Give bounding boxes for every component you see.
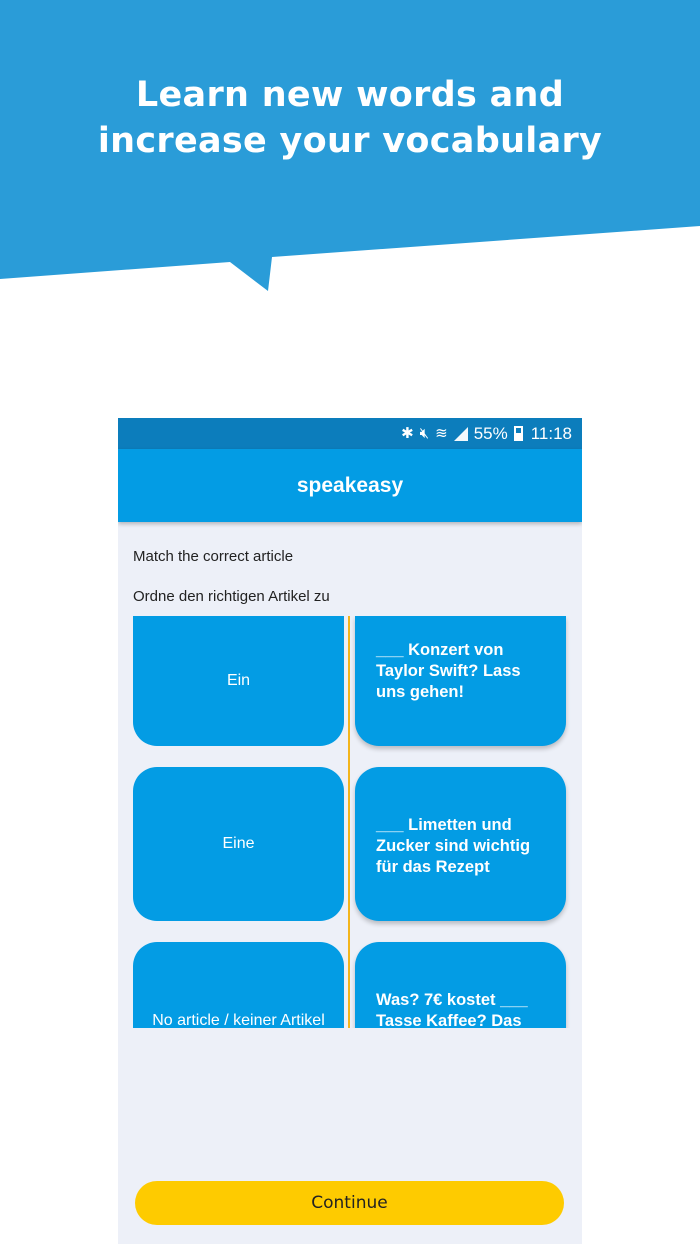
sentence-card-2[interactable] [355,767,566,921]
battery-percent: 55% [473,423,508,443]
article-card-no-article[interactable] [133,942,344,1028]
sentence-card-3[interactable] [355,942,566,1028]
phone-screen [118,418,582,1244]
bluetooth-icon: ✱ [401,425,414,442]
promo-headline-line2: increase your vocabulary [97,121,603,161]
continue-button[interactable]: Continue [135,1181,564,1225]
sentence-card-text: Was? 7€ kostet ___ Tasse Kaffee? Das [376,991,528,1028]
sentence-card-1[interactable] [355,616,566,746]
promo-headline [0,72,700,164]
clock: 11:18 [530,423,572,443]
sentence-card-text: ___ Limetten und Zucker sind wichtig für das Rezept [376,816,531,876]
article-card-label: No article / keiner Artikel [152,1012,325,1028]
column-divider [348,616,350,1028]
instruction-english: Match the correct article [133,548,294,565]
battery-icon [514,426,523,441]
article-card-ein[interactable] [133,616,344,746]
article-card-label: Ein [226,672,251,689]
app-title: speakeasy [296,473,404,497]
article-card-eine[interactable] [133,767,344,921]
mute-icon: 🔇︎ [419,425,430,442]
app-bar [118,449,582,522]
sentence-card-text: ___ Konzert von Taylor Swift? Lass uns gehen! [376,641,521,701]
matching-area [118,616,582,1028]
status-bar [118,418,582,449]
instruction-german: Ordne den richtigen Artikel zu [133,588,330,605]
wifi-icon: ≋ [435,425,448,442]
promo-headline-line1: Learn new words and [135,75,565,115]
signal-icon [454,427,468,441]
article-card-label: Eine [222,835,255,852]
